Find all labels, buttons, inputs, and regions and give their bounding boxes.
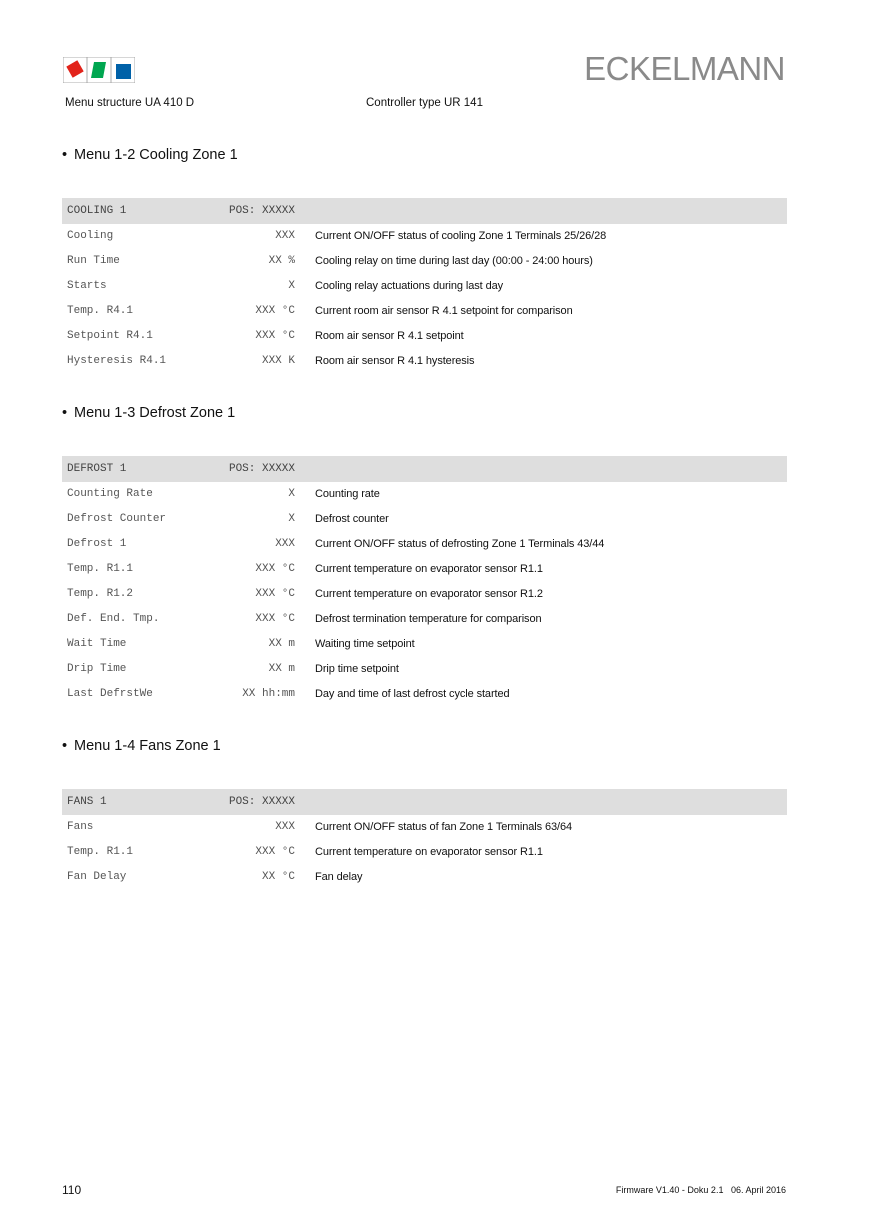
table-row bbox=[62, 657, 787, 682]
param-description: Fan delay bbox=[315, 871, 363, 883]
param-value: XXX bbox=[275, 821, 295, 833]
param-value: X bbox=[288, 280, 295, 292]
param-description: Defrost counter bbox=[315, 513, 389, 525]
param-label: Def. End. Tmp. bbox=[67, 613, 160, 625]
param-label: Counting Rate bbox=[67, 488, 153, 500]
param-label: Cooling bbox=[67, 230, 114, 242]
param-value: XX hh:mm bbox=[242, 688, 295, 700]
green-parallelogram-shape bbox=[91, 62, 106, 78]
param-description: Cooling relay actuations during last day bbox=[315, 280, 504, 292]
param-description: Current room air sensor R 4.1 setpoint for comparison bbox=[315, 305, 573, 317]
param-description: Current temperature on evaporator sensor R1.1 bbox=[315, 563, 543, 575]
table-header-row bbox=[62, 456, 787, 482]
param-description: Defrost termination temperature for comparison bbox=[315, 613, 542, 625]
param-label: Fan Delay bbox=[67, 871, 127, 883]
param-description: Cooling relay on time during last day (00:00 - 24:00 hours) bbox=[315, 255, 593, 267]
param-description: Room air sensor R 4.1 hysteresis bbox=[315, 355, 475, 367]
param-description: Room air sensor R 4.1 setpoint bbox=[315, 330, 464, 342]
table-row bbox=[62, 224, 787, 249]
param-label: Fans bbox=[67, 821, 94, 833]
param-label: Temp. R1.2 bbox=[67, 588, 134, 600]
table-row bbox=[62, 632, 787, 657]
table-row bbox=[62, 582, 787, 607]
section-title-text: Menu 1-2 Cooling Zone 1 bbox=[74, 147, 238, 163]
param-description: Waiting time setpoint bbox=[315, 638, 415, 650]
table-row bbox=[62, 865, 787, 890]
param-description: Drip time setpoint bbox=[315, 663, 399, 675]
param-value: XXX °C bbox=[255, 305, 295, 317]
param-label: Hysteresis R4.1 bbox=[67, 355, 167, 367]
param-label: Defrost 1 bbox=[67, 538, 127, 550]
table-row bbox=[62, 840, 787, 865]
section-title-cooling bbox=[62, 147, 238, 163]
bullet-icon: • bbox=[62, 147, 68, 163]
param-description: Current ON/OFF status of defrosting Zone 1 Terminals 43/44 bbox=[315, 538, 605, 550]
param-description: Day and time of last defrost cycle started bbox=[315, 688, 510, 700]
param-value: XXX °C bbox=[255, 330, 295, 342]
table-row bbox=[62, 532, 787, 557]
menu-name: FANS 1 bbox=[67, 796, 107, 808]
menu-position: POS: XXXXX bbox=[228, 796, 295, 808]
table-row bbox=[62, 299, 787, 324]
fans-table bbox=[62, 789, 787, 890]
table-row bbox=[62, 682, 787, 707]
table-row bbox=[62, 249, 787, 274]
param-description: Counting rate bbox=[315, 488, 380, 500]
param-value: XXX bbox=[275, 538, 295, 550]
cooling-table bbox=[62, 198, 787, 374]
param-value: X bbox=[288, 513, 295, 525]
param-value: XXX bbox=[275, 230, 295, 242]
menu-position: POS: XXXXX bbox=[228, 205, 295, 217]
blue-square-shape bbox=[116, 64, 131, 79]
table-row bbox=[62, 274, 787, 299]
param-label: Temp. R1.1 bbox=[67, 846, 134, 858]
section-title-fans bbox=[62, 738, 221, 754]
section-title-text: Menu 1-3 Defrost Zone 1 bbox=[74, 405, 236, 421]
param-value: XXX K bbox=[261, 355, 295, 367]
red-diamond-shape bbox=[64, 58, 86, 80]
table-row bbox=[62, 815, 787, 840]
menu-position: POS: XXXXX bbox=[228, 463, 295, 475]
param-label: Defrost Counter bbox=[67, 513, 167, 525]
page-number: 110 bbox=[62, 1183, 82, 1197]
defrost-table bbox=[62, 456, 787, 707]
menu-name: DEFROST 1 bbox=[67, 463, 127, 475]
menu-name: COOLING 1 bbox=[67, 205, 127, 217]
table-row bbox=[62, 349, 787, 374]
param-label: Run Time bbox=[67, 255, 120, 267]
table-header-row bbox=[62, 198, 787, 224]
param-value: XX % bbox=[268, 255, 295, 267]
menu-structure-label: Menu structure UA 410 D bbox=[65, 97, 195, 109]
param-value: X bbox=[288, 488, 295, 500]
param-description: Current ON/OFF status of cooling Zone 1 Terminals 25/26/28 bbox=[315, 230, 607, 242]
param-value: XXX °C bbox=[255, 613, 295, 625]
table-row bbox=[62, 482, 787, 507]
param-value: XXX °C bbox=[255, 588, 295, 600]
eckelmann-logo-icon bbox=[63, 57, 135, 83]
param-label: Drip Time bbox=[67, 663, 127, 675]
param-value: XXX °C bbox=[255, 846, 295, 858]
bullet-icon: • bbox=[62, 738, 68, 754]
section-title-defrost bbox=[62, 405, 235, 421]
param-value: XX m bbox=[268, 663, 295, 675]
table-header-row bbox=[62, 789, 787, 815]
table-row bbox=[62, 324, 787, 349]
param-description: Current temperature on evaporator sensor R1.2 bbox=[315, 588, 543, 600]
param-value: XX m bbox=[268, 638, 295, 650]
param-label: Temp. R1.1 bbox=[67, 563, 134, 575]
param-value: XXX °C bbox=[255, 563, 295, 575]
bullet-icon: • bbox=[62, 405, 68, 421]
firmware-info: Firmware V1.40 - Doku 2.1 06. April 2016 bbox=[615, 1185, 786, 1195]
param-description: Current temperature on evaporator sensor R1.1 bbox=[315, 846, 543, 858]
param-label: Temp. R4.1 bbox=[67, 305, 134, 317]
table-row bbox=[62, 557, 787, 582]
param-label: Last DefrstWe bbox=[67, 688, 153, 700]
param-label: Wait Time bbox=[67, 638, 127, 650]
brand-name: ECKELMANN bbox=[584, 50, 785, 87]
param-label: Starts bbox=[67, 280, 107, 292]
param-description: Current ON/OFF status of fan Zone 1 Terminals 63/64 bbox=[315, 821, 572, 833]
table-row bbox=[62, 507, 787, 532]
controller-type-label: Controller type UR 141 bbox=[366, 97, 483, 109]
param-label: Setpoint R4.1 bbox=[67, 330, 153, 342]
param-value: XX °C bbox=[261, 871, 295, 883]
table-row bbox=[62, 607, 787, 632]
section-title-text: Menu 1-4 Fans Zone 1 bbox=[74, 738, 221, 754]
